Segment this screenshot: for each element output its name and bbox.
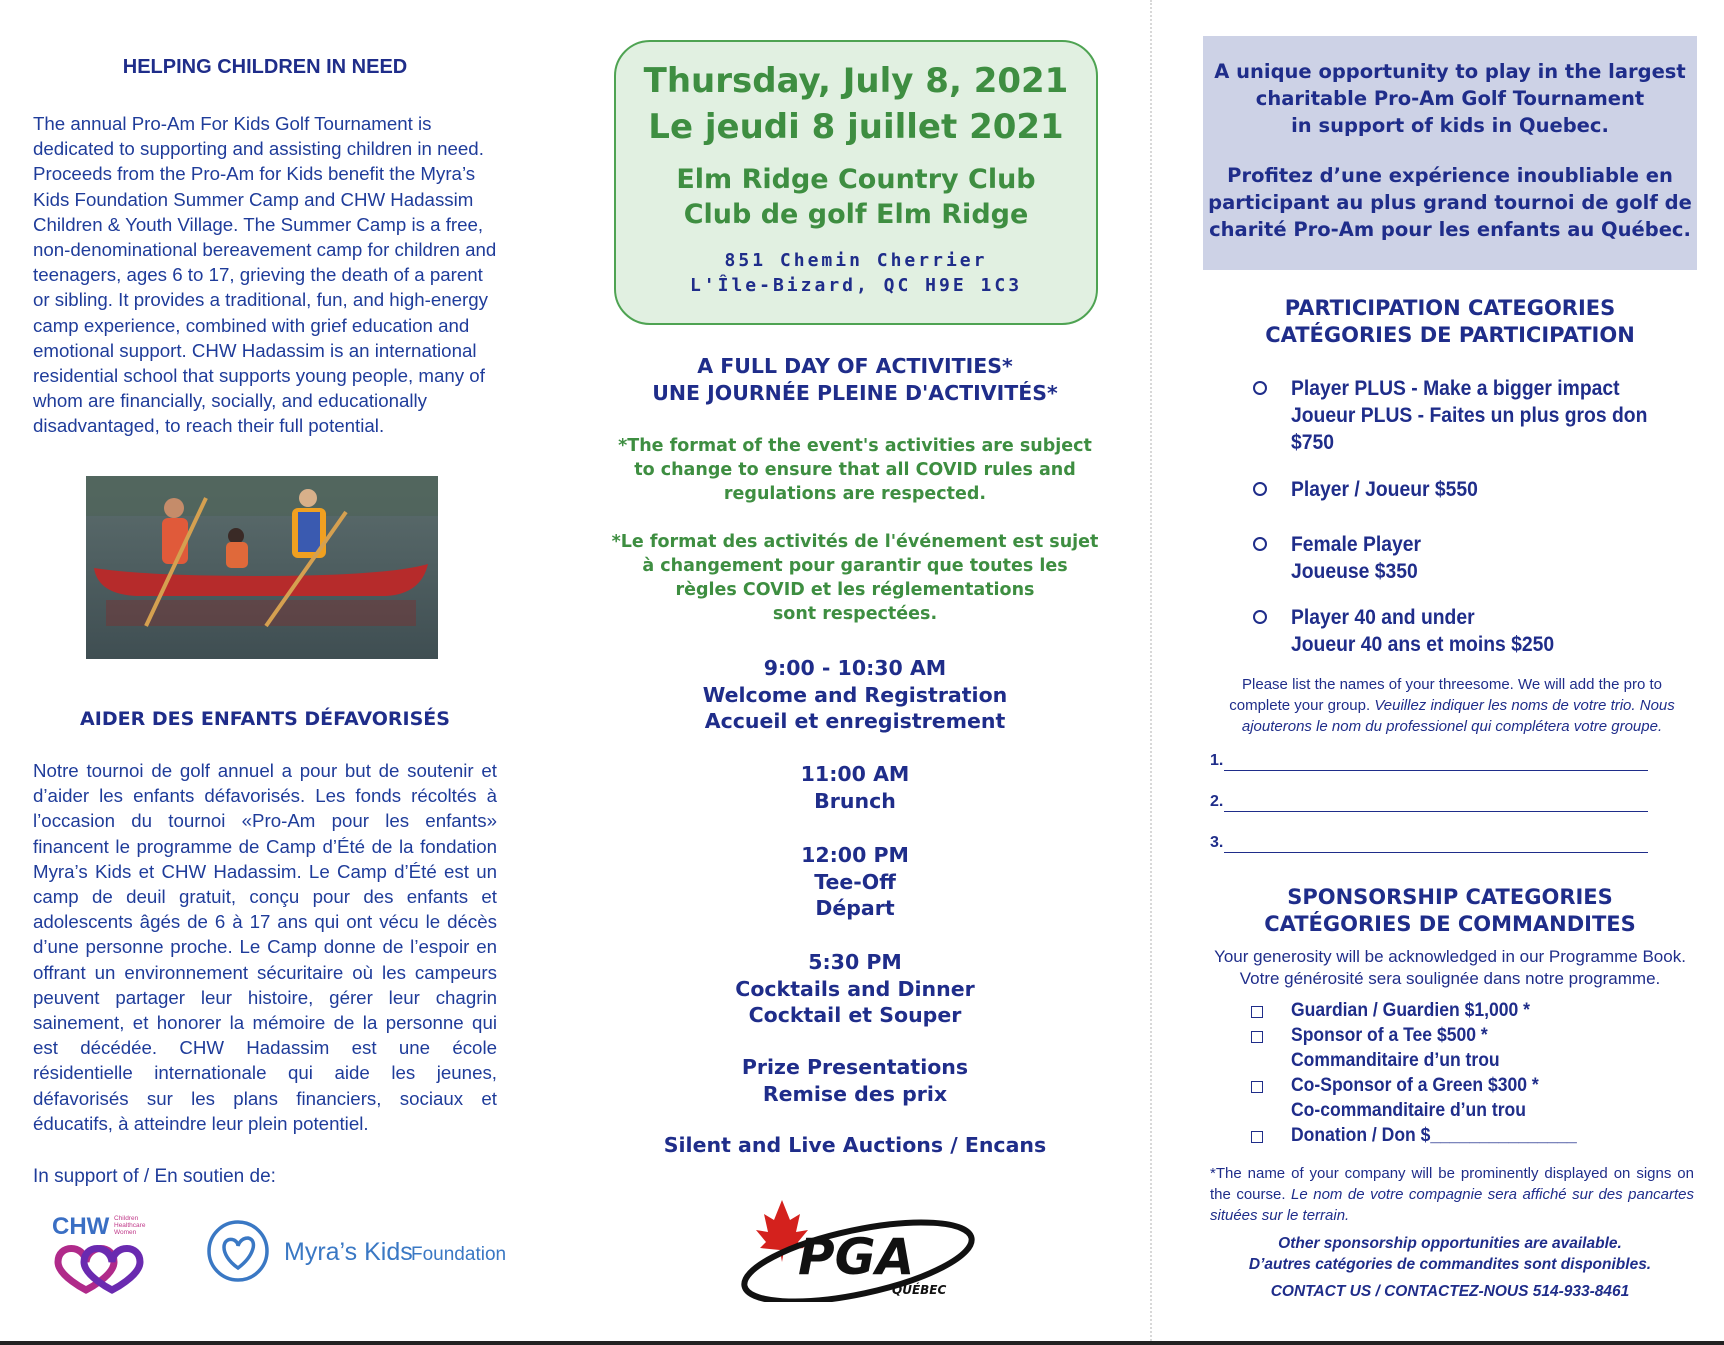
option-label xyxy=(1291,531,1668,585)
schedule-label-en: Welcome and Registration xyxy=(702,682,1008,707)
schedule-dinner xyxy=(570,949,1140,1029)
option-label xyxy=(1291,476,1668,503)
promo-box xyxy=(1203,36,1697,270)
body-french: Notre tournoi de golf annuel a pour but de soutenir et d’aider les enfants défavorisés. Les fonds récoltés à l’occasion du tournoi «Pro-Am pour les enfants» financent le programme de Camp d’Été de la fondation Myra’s Kids et CHW Hadassim. Le Camp d’Été est un camp de deuil gratuit, conçu pour des enfants et adolescents âgés de 6 à 17 ans qui ont vécu le décès d’une personne proche. Le Camp donne de l’espoir en offrant un environnement sécuritaire où les campeurs peuvent partager leur histoire, gérer leur chagrin sainement, et honorer la mémoire de la personne qui est décédée. CHW Hadassim est une école résidentielle internationale qui aide les jeunes, défavorisés sur les plans financiers, sociaux et éducatifs, à atteindre leur plein potentiel. xyxy=(33,760,497,1134)
svg-text:Myra’s Kids: Myra’s Kids xyxy=(284,1238,413,1266)
schedule-label: Brunch xyxy=(814,788,896,813)
sponsorship-heading-en: SPONSORSHIP CATEGORIES xyxy=(1287,885,1613,909)
schedule-label-en: Cocktails and Dinner xyxy=(735,976,975,1001)
signage-note-en: *The name of your company will be prominently displayed on signs on the course. xyxy=(1210,1165,1694,1203)
player-name-field-1[interactable] xyxy=(1210,752,1650,778)
sponsor-green xyxy=(1291,1073,1539,1123)
participation-heading-fr: CATÉGORIES DE PARTICIPATION xyxy=(1265,323,1635,347)
covid-fr-line: sont respectées. xyxy=(772,604,938,624)
option-line: Joueur 40 ans et moins $250 xyxy=(1291,633,1555,656)
signage-note-fr: Le nom de votre compagnie sera affiché sur des pancartes situées sur le terrain. xyxy=(1210,1186,1695,1224)
svg-text:Children: Children xyxy=(114,1215,139,1222)
sponsor-guardian xyxy=(1291,998,1530,1023)
company-signage-note xyxy=(1210,1163,1694,1226)
schedule-time: 9:00 - 10:30 AM xyxy=(763,656,947,680)
schedule-label-en: Prize Presentations xyxy=(741,1055,969,1079)
date-french: Le jeudi 8 juillet 2021 xyxy=(648,107,1064,147)
myras-kids-foundation-logo xyxy=(206,1216,506,1286)
sponsor-line: Co-Sponsor of a Green $300 * xyxy=(1291,1074,1539,1096)
covid-en-line: to change to ensure that all COVID rules and xyxy=(634,460,1076,480)
promo-en-line: in support of kids in Quebec. xyxy=(1291,114,1609,137)
covid-en-line: regulations are respected. xyxy=(723,484,987,504)
radio-button[interactable] xyxy=(1253,610,1267,624)
sponsor-line: Guardian / Guardien $1,000 * xyxy=(1291,999,1530,1021)
option-line: $750 xyxy=(1291,431,1334,454)
left-panel xyxy=(0,0,560,1345)
radio-button[interactable] xyxy=(1253,381,1267,395)
threesome-note-en: Please list the names of your threesome. We will add the pro to complete your group. xyxy=(1229,676,1662,714)
option-line: Player / Joueur $550 xyxy=(1291,478,1478,501)
schedule-label-fr: Départ xyxy=(815,896,895,920)
promo-en-line: A unique opportunity to play in the largest xyxy=(1214,60,1686,83)
sponsorship-heading-fr: CATÉGORIES DE COMMANDITES xyxy=(1264,912,1636,936)
field-number: 1. xyxy=(1210,752,1224,769)
option-label xyxy=(1291,604,1668,658)
schedule-auctions xyxy=(570,1132,1140,1159)
promo-fr-line: charité Pro-Am pour les enfants au Québec. xyxy=(1209,218,1691,241)
svg-text:Foundation: Foundation xyxy=(411,1244,506,1265)
pga-quebec-logo xyxy=(738,1186,978,1302)
blank-line[interactable] xyxy=(1224,811,1648,812)
schedule-label-en: Tee-Off xyxy=(814,869,896,894)
covid-note-english xyxy=(570,434,1140,506)
covid-note-french xyxy=(570,530,1140,626)
option-line: Player PLUS - Make a bigger impact xyxy=(1291,377,1620,400)
schedule-time: 12:00 PM xyxy=(801,843,909,867)
schedule-time: 11:00 AM xyxy=(800,762,910,786)
activities-heading-fr: UNE JOURNÉE PLEINE D'ACTIVITÉS* xyxy=(652,380,1058,405)
checkbox-donation[interactable] xyxy=(1251,1131,1263,1143)
sponsor-line: Commanditaire d’un trou xyxy=(1291,1049,1500,1071)
checkbox-tee-sponsor[interactable] xyxy=(1251,1031,1263,1043)
option-line: Female Player xyxy=(1291,533,1421,556)
date-english: Thursday, July 8, 2021 xyxy=(643,61,1069,101)
player-name-field-2[interactable] xyxy=(1210,793,1650,819)
sponsor-tee xyxy=(1291,1023,1500,1073)
field-number: 3. xyxy=(1210,834,1224,851)
schedule-time: 5:30 PM xyxy=(808,950,902,974)
covid-fr-line: règles COVID et les réglementations xyxy=(675,580,1035,600)
activities-heading-en: A FULL DAY OF ACTIVITIES* xyxy=(697,354,1013,378)
radio-button[interactable] xyxy=(1253,482,1267,496)
option-label xyxy=(1291,375,1668,456)
schedule-label-fr: Cocktail et Souper xyxy=(748,1003,962,1027)
svg-text:Healthcare: Healthcare xyxy=(114,1222,146,1229)
svg-text:QUÉBEC: QUÉBEC xyxy=(892,1283,947,1297)
address-city: L'Île-Bizard, QC H9E 1C3 xyxy=(689,275,1023,296)
contact-line: CONTACT US / CONTACTEZ-NOUS 514-933-8461 xyxy=(1270,1283,1630,1300)
heading-aider-enfants: AIDER DES ENFANTS DÉFAVORISÉS xyxy=(80,708,450,730)
schedule-registration xyxy=(570,655,1140,735)
threesome-note xyxy=(1210,674,1694,737)
participation-heading-en: PARTICIPATION CATEGORIES xyxy=(1284,296,1616,320)
blank-line[interactable] xyxy=(1224,770,1648,771)
canoe-photo xyxy=(86,476,438,659)
heading-helping-children: HELPING CHILDREN IN NEED xyxy=(122,56,408,78)
option-line: Joueuse $350 xyxy=(1291,560,1418,583)
blank-line[interactable] xyxy=(1224,852,1648,853)
schedule-label: Silent and Live Auctions / Encans xyxy=(663,1133,1047,1157)
club-english: Elm Ridge Country Club xyxy=(676,164,1036,195)
club-french: Club de golf Elm Ridge xyxy=(683,199,1029,230)
schedule-tee-off xyxy=(570,842,1140,922)
option-line: Joueur PLUS - Faites un plus gros don xyxy=(1291,404,1648,427)
sponsorship-heading xyxy=(1203,884,1697,938)
event-date-box xyxy=(614,40,1098,325)
acknowledgement-fr: Votre générosité sera soulignée dans notre programme. xyxy=(1239,969,1661,988)
schedule-label-fr: Remise des prix xyxy=(762,1081,948,1106)
schedule-prizes xyxy=(570,1054,1140,1107)
body-english: The annual Pro-Am For Kids Golf Tournament is dedicated to supporting and assisting children in need. Proceeds from the Pro-Am for Kids benefit the Myra’s Kids Foundation Summer Camp and CHW Hadassim Children & Youth Village. The Summer Camp is a free, non-denominational bereavement camp for children and teenagers, ages 6 to 17, grieving the death of a parent or sibling. It provides a traditional, fun, and high-energy camp experience, combined with grief education and emotional support. CHW Hadassim is an international residential school that supports young people, many of whom are financially, socially, and educationally disadvantaged, to reach their full potential. xyxy=(33,113,497,437)
participation-heading xyxy=(1203,295,1697,349)
chw-logo xyxy=(48,1210,168,1294)
activities-heading xyxy=(570,353,1140,406)
bottom-edge xyxy=(0,1341,1724,1345)
radio-button[interactable] xyxy=(1253,537,1267,551)
sponsor-line: Co-commanditaire d’un trou xyxy=(1291,1099,1526,1121)
option-line: Player 40 and under xyxy=(1291,606,1475,629)
promo-en-line: charitable Pro-Am Golf Tournament xyxy=(1255,87,1645,110)
svg-text:PGA: PGA xyxy=(798,1228,915,1286)
sponsor-line: Sponsor of a Tee $500 * xyxy=(1291,1024,1488,1046)
promo-fr-line: Profitez d’une expérience inoubliable en xyxy=(1227,164,1673,187)
schedule-brunch xyxy=(570,761,1140,814)
covid-fr-line: *Le format des activités de l'événement est sujet xyxy=(611,532,1099,552)
promo-fr-line: participant au plus grand tournoi de golf de xyxy=(1208,191,1692,214)
checkbox-guardian[interactable] xyxy=(1251,1006,1263,1018)
player-name-field-3[interactable] xyxy=(1210,834,1650,860)
acknowledgement-en: Your generosity will be acknowledged in our Programme Book. xyxy=(1214,947,1686,966)
sponsor-line: Donation / Don $_______________ xyxy=(1291,1124,1577,1146)
sponsor-donation xyxy=(1291,1123,1577,1148)
address-street: 851 Chemin Cherrier xyxy=(724,250,988,271)
in-support-of: In support of / En soutien de: xyxy=(33,1166,276,1187)
field-number: 2. xyxy=(1210,793,1224,810)
covid-en-line: *The format of the event's activities are subject xyxy=(618,436,1092,456)
schedule-label-fr: Accueil et enregistrement xyxy=(704,709,1006,733)
svg-text:Women: Women xyxy=(114,1229,137,1236)
other-opportunities-en: Other sponsorship opportunities are available. xyxy=(1278,1235,1622,1252)
threesome-note-fr: Veuillez indiquer les noms de votre trio. Nous ajouterons le nom du professionel qui complétera votre groupe. xyxy=(1241,697,1675,735)
other-opportunities-fr: D’autres catégories de commandites sont disponibles. xyxy=(1248,1256,1652,1273)
svg-text:CHW: CHW xyxy=(52,1213,110,1240)
covid-fr-line: à changement pour garantir que toutes les xyxy=(642,556,1068,576)
checkbox-green-cosponsor[interactable] xyxy=(1251,1081,1263,1093)
